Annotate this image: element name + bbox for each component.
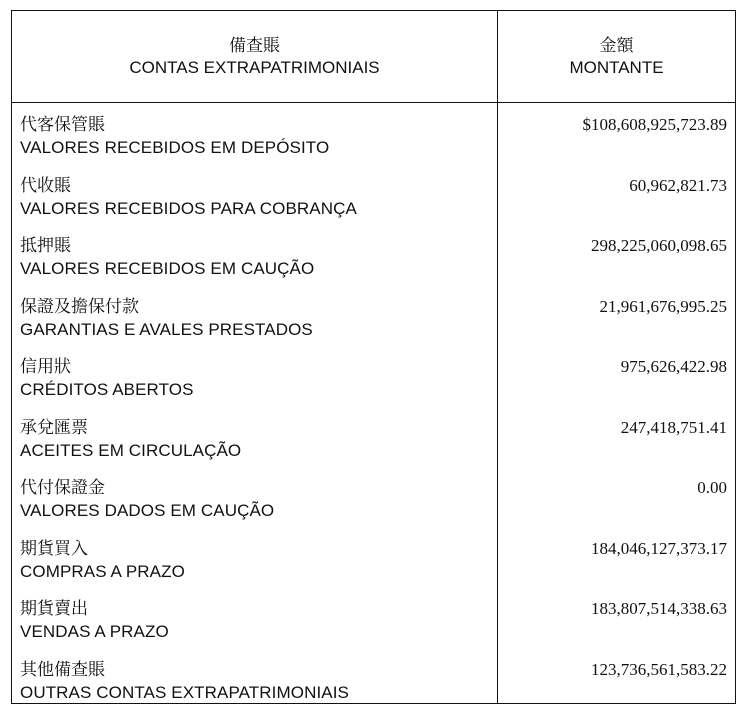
row-label-pt: ACEITES EM CIRCULAÇÃO	[20, 439, 490, 462]
row-label-pt: VALORES DADOS EM CAUÇÃO	[20, 499, 490, 522]
header-amount-zh: 金額	[600, 35, 634, 57]
row-amount: $108,608,925,723.89	[583, 113, 728, 136]
row-description	[20, 295, 490, 341]
row-label-pt: GARANTIAS E AVALES PRESTADOS	[20, 318, 490, 341]
table-row	[12, 232, 735, 293]
table-row	[12, 414, 735, 475]
row-label-zh: 代收賬	[20, 174, 490, 197]
row-description	[20, 537, 490, 583]
row-label-pt: VALORES RECEBIDOS EM CAUÇÃO	[20, 257, 490, 280]
table-row	[12, 172, 735, 233]
row-label-zh: 期貨買入	[20, 537, 490, 560]
row-label-zh: 代付保證金	[20, 476, 490, 499]
row-amount: 184,046,127,373.17	[591, 537, 727, 560]
row-label-zh: 期貨賣出	[20, 597, 490, 620]
table-row	[12, 595, 735, 656]
table-header	[12, 11, 735, 103]
row-label-zh: 抵押賬	[20, 234, 490, 257]
row-description	[20, 113, 490, 159]
table-body	[12, 111, 735, 716]
row-label-pt: COMPRAS A PRAZO	[20, 560, 490, 583]
table-row	[12, 474, 735, 535]
row-description	[20, 416, 490, 462]
header-amount-pt: MONTANTE	[569, 57, 663, 79]
row-amount: 123,736,561,583.22	[591, 658, 727, 681]
row-description	[20, 658, 490, 704]
row-label-pt: OUTRAS CONTAS EXTRAPATRIMONIAIS	[20, 681, 490, 704]
row-label-zh: 承兌匯票	[20, 416, 490, 439]
row-label-pt: VALORES RECEBIDOS PARA COBRANÇA	[20, 197, 490, 220]
table-row	[12, 656, 735, 716]
row-amount: 0.00	[697, 476, 727, 499]
row-label-pt: VENDAS A PRAZO	[20, 620, 490, 643]
row-amount: 183,807,514,338.63	[591, 597, 727, 620]
row-label-pt: CRÉDITOS ABERTOS	[20, 378, 490, 401]
row-amount: 247,418,751.41	[621, 416, 727, 439]
row-label-zh: 保證及擔保付款	[20, 295, 490, 318]
row-description	[20, 234, 490, 280]
table-row	[12, 111, 735, 172]
row-amount: 298,225,060,098.65	[591, 234, 727, 257]
row-description	[20, 597, 490, 643]
row-amount: 975,626,422.98	[621, 355, 727, 378]
row-label-pt: VALORES RECEBIDOS EM DEPÓSITO	[20, 136, 490, 159]
header-description-pt: CONTAS EXTRAPATRIMONIAIS	[129, 57, 379, 79]
row-description	[20, 174, 490, 220]
table-row	[12, 353, 735, 414]
row-description	[20, 355, 490, 401]
row-amount: 60,962,821.73	[629, 174, 727, 197]
header-description	[12, 11, 497, 102]
row-description	[20, 476, 490, 522]
table-row	[12, 535, 735, 596]
header-description-zh: 備查賬	[229, 35, 280, 57]
off-balance-sheet-table	[11, 10, 736, 704]
row-label-zh: 其他備查賬	[20, 658, 490, 681]
row-label-zh: 代客保管賬	[20, 113, 490, 136]
row-label-zh: 信用狀	[20, 355, 490, 378]
header-amount	[498, 11, 735, 102]
table-row	[12, 293, 735, 354]
row-amount: 21,961,676,995.25	[600, 295, 728, 318]
